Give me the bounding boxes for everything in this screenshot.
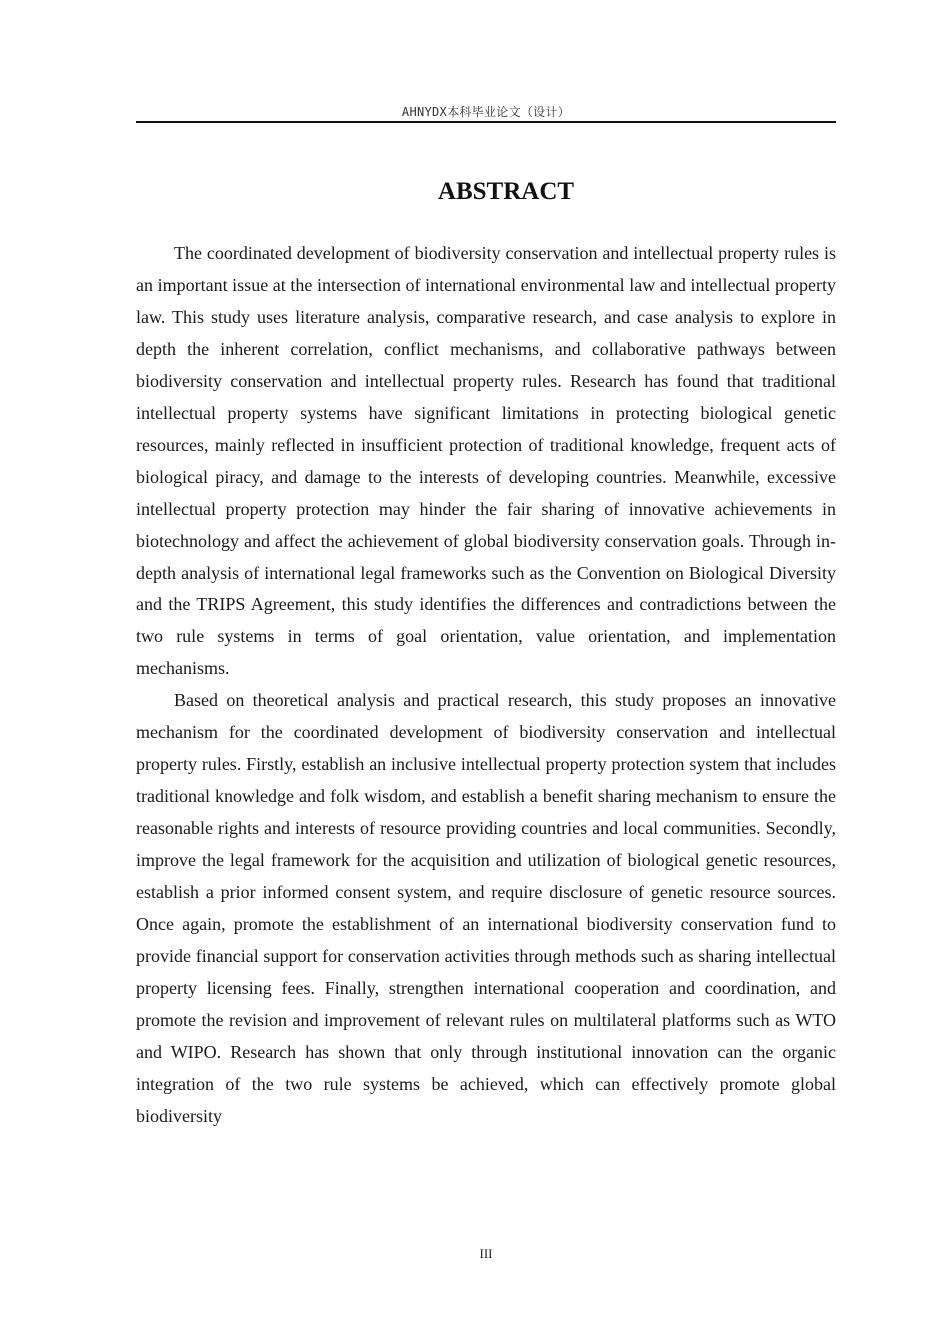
abstract-paragraph: The coordinated development of biodiversity conservation and intellectual property rules is an important issue at the intersection of international environmental law and intellectual property law. This study uses literature analysis, comparative research, and case analysis to explore in depth the inherent correlation, conflict mechanisms, and collaborative pathways between biodiversity conservation and intellectual property rules. Research has found that traditional intellectual property systems have significant limitations in protecting biological genetic resources, mainly reflected in insufficient protection of traditional knowledge, frequent acts of biological piracy, and damage to the interests of developing countries. Meanwhile, excessive intellectual property protection may hinder the fair sharing of innovative achievements in biotechnology and affect the achievement of global biodiversity conservation goals. Through in-depth analysis of international legal frameworks such as the Convention on Biological Diversity and the TRIPS Agreement, this study identifies the differences and contradictions between the two rule systems in terms of goal orientation, value orientation, and implementation mechanisms. bbox=[136, 243, 836, 679]
page-number: III bbox=[479, 1246, 493, 1261]
abstract-paragraph: Based on theoretical analysis and practical research, this study proposes an innovative mechanism for the coordinated development of biodiversity conservation and intellectual property rules. Firstly, establish an inclusive intellectual property protection system that includes traditional knowledge and folk wisdom, and establish a benefit sharing mechanism to ensure the reasonable rights and interests of resource providing countries and local communities. Secondly, improve the legal framework for the acquisition and utilization of biological genetic resources, establish a prior informed consent system, and require disclosure of genetic resource sources. Once again, promote the establishment of an international biodiversity conservation fund to provide financial support for conservation activities through methods such as sharing intellectual property licensing fees. Finally, strengthen international cooperation and coordination, and promote the revision and improvement of relevant rules on multilateral platforms such as WTO and WIPO. Research has shown that only through institutional innovation can the organic integration of the two rule systems be achieved, which can effectively promote global biodiversity bbox=[136, 690, 836, 1126]
running-header: AHNYDX本科毕业论文（设计） bbox=[401, 105, 571, 119]
abstract-body bbox=[136, 238, 836, 1133]
header-rule bbox=[136, 121, 836, 123]
abstract-title: ABSTRACT bbox=[437, 178, 575, 205]
